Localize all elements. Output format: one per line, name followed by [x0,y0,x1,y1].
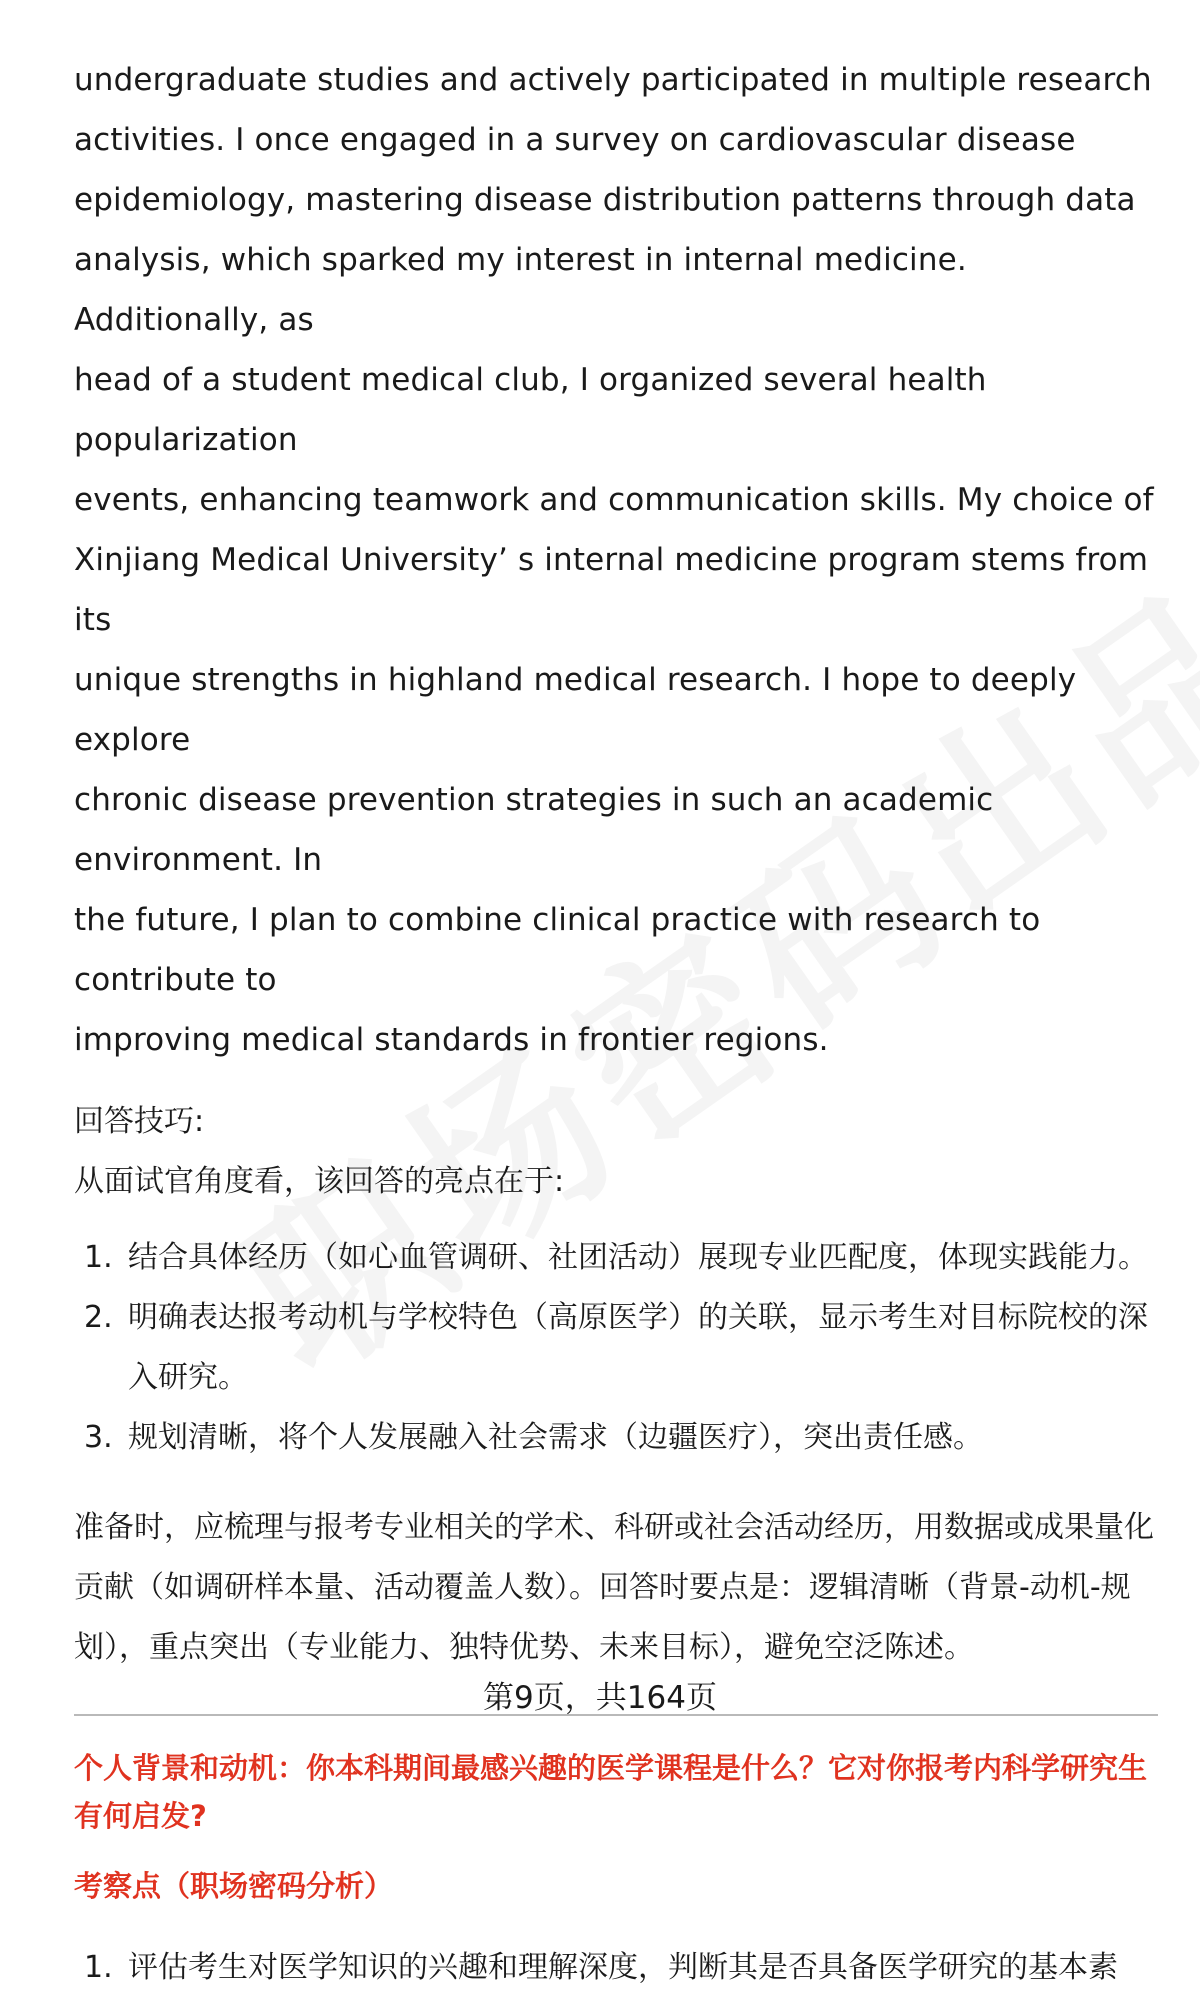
list-text: 评估考生对医学知识的兴趣和理解深度，判断其是否具备医学研究的基本素 [128,1950,1118,1985]
list-item [74,1288,1154,1408]
answer-line: activities. I once engaged in a survey on cardiovascular disease [74,122,1076,158]
assessment-list [74,1938,1154,1998]
list-text: 结合具体经历（如心血管调研、社团活动）展现专业匹配度，体现实践能力。 [128,1240,1148,1275]
answer-line: events, enhancing teamwork and communication skills. My choice of [74,482,1154,518]
list-number: 1. [84,1240,113,1275]
list-text: 明确表达报考动机与学校特色（高原医学）的关联，显示考生对目标院校的深入研究。 [128,1300,1148,1395]
answer-line: undergraduate studies and actively participated in multiple research [74,62,1152,98]
answer-line: epidemiology, mastering disease distribution patterns through data [74,182,1136,218]
list-number: 3. [84,1420,113,1455]
preparation-paragraph: 准备时，应梳理与报考专业相关的学术、科研或社会活动经历，用数据或成果量化贡献（如调研样本量、活动覆盖人数）。回答时要点是：逻辑清晰（背景-动机-规划），重点突出（专业能力、独特优势、未来目标），避免空泛陈述。 [74,1510,1154,1665]
question-title: 个人背景和动机：你本科期间最感兴趣的医学课程是什么？它对你报考内科学研究生有何启发? [74,1751,1148,1833]
answer-line: the future, I plan to combine clinical practice with research to contribute to [74,902,1041,998]
tips-list [74,1228,1154,1468]
answer-line: improving medical standards in frontier regions. [74,1022,829,1058]
question-subheading: 考察点（职场密码分析） [74,1869,394,1903]
list-number: 1. [84,1950,113,1985]
list-item [74,1228,1154,1288]
answer-line: chronic disease prevention strategies in such an academic environment. In [74,782,994,878]
answer-line: head of a student medical club, I organized several health popularization [74,362,987,458]
list-text: 规划清晰，将个人发展融入社会需求（边疆医疗），突出责任感。 [128,1420,983,1455]
list-number: 2. [84,1300,113,1335]
answer-paragraph [74,50,1154,1070]
answer-line: analysis, which sparked my interest in internal medicine. Additionally, as [74,242,967,338]
list-item [74,1408,1154,1468]
answer-line: Xinjiang Medical University’ s internal medicine program stems from its [74,542,1149,638]
tips-lead: 从面试官角度看，该回答的亮点在于: [74,1164,565,1199]
answer-line: unique strengths in highland medical research. I hope to deeply explore [74,662,1077,758]
list-item [74,1938,1154,1998]
page-footer: 第9页，共164页 [483,1680,717,1716]
tips-label: 回答技巧: [74,1104,205,1139]
